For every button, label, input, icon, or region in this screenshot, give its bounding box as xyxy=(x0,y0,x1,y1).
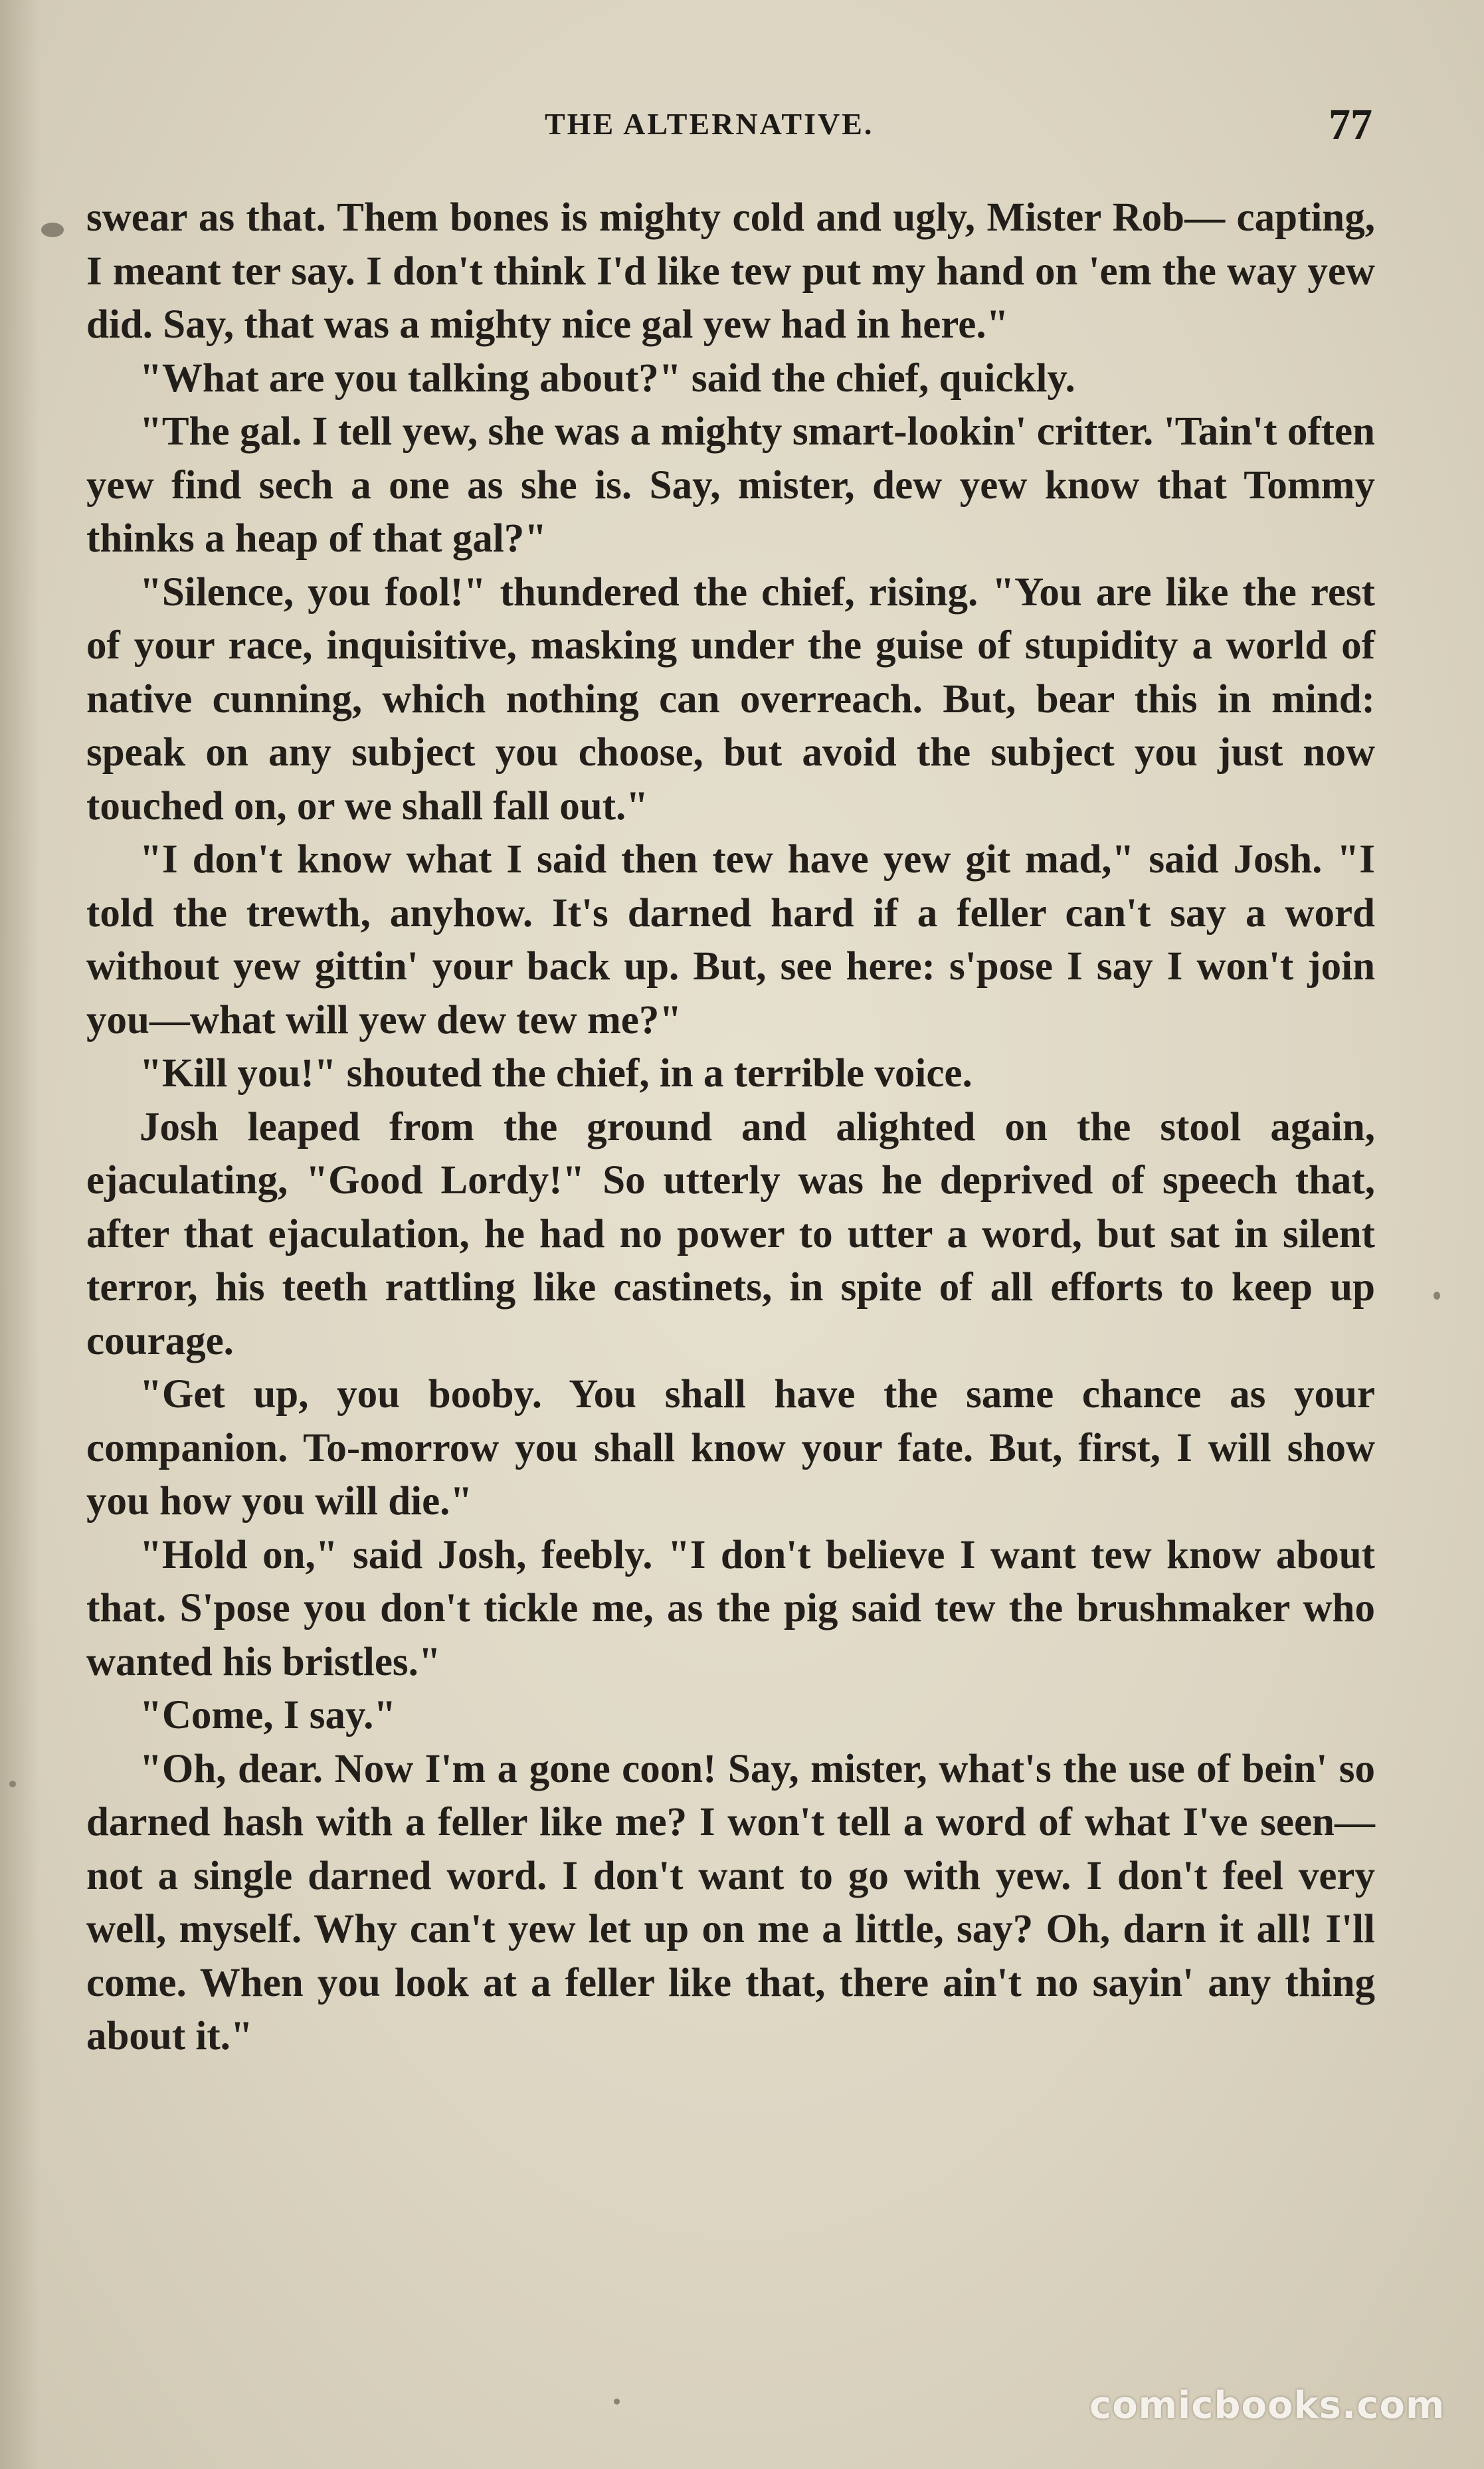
page-header xyxy=(0,100,1484,159)
paragraph: "Come, I say." xyxy=(139,1693,397,1737)
running-head: THE ALTERNATIVE. xyxy=(545,107,874,141)
paragraph: "Kill you!" shouted the chief, in a terrible voice. xyxy=(139,1051,973,1096)
paragraph: Josh leaped from the ground and alighted on the stool again, ejaculating, "Good Lordy!" So utterly was he deprived of speech that, after that ejaculation, he had no power to utter a word, but sat in silent terror, his teeth rattling like castinets, in spite of all efforts to keep up courage. xyxy=(86,1104,1375,1363)
watermark: comicbooks.com xyxy=(1089,2384,1445,2427)
paragraph: "Silence, you fool!" thundered the chief, rising. "You are like the rest of your race, inquisitive, masking under the guise of stupidity a world of native cunning, which nothing can overreach. But, bear this in mind: speak on any subject you choose, but avoid the subject you just now touched on, or we shall fall out." xyxy=(86,569,1375,829)
paragraph: "Get up, you booby. You shall have the same chance as your companion. To-morrow you shall know your fate. But, first, I will show you how you will die." xyxy=(86,1372,1375,1524)
page-number: 77 xyxy=(1329,100,1372,149)
body-text xyxy=(86,191,1375,2064)
paragraph: "The gal. I tell yew, she was a mighty smart-lookin' critter. 'Tain't often yew find sech a one as she is. Say, mister, dew yew know that Tommy thinks a heap of that gal?" xyxy=(86,409,1375,561)
paragraph: "Hold on," said Josh, feebly. "I don't believe I want tew know about that. S'pose you don't tickle me, as the pig said tew the brushmaker who wanted his bristles." xyxy=(86,1532,1375,1684)
paragraph: "What are you talking about?" said the chief, quickly. xyxy=(139,355,1075,401)
ink-speck xyxy=(41,223,64,237)
paragraph: "Oh, dear. Now I'm a gone coon! Say, mister, what's the use of bein' so darned hash with a feller like me? I won't tell a word of what I've seen—not a single darned word. I don't want to go with yew. I don't feel very well, myself. Why can't yew let up on me a little, say? Oh, darn it all! I'll come. When you look at a feller like that, there ain't no sayin' any thing about it." xyxy=(86,1746,1375,2058)
ink-speck xyxy=(1434,1292,1440,1300)
ink-speck xyxy=(614,2399,620,2405)
ink-speck xyxy=(9,1781,16,1787)
page-edge-shadow xyxy=(0,0,40,2469)
paragraph: swear as that. Them bones is mighty cold and ugly, Mister Rob— capting, I meant ter say. I don't think I'd like tew put my hand on 'em the way yew did. Say, that was a mighty nice gal yew had in here." xyxy=(86,195,1375,347)
paragraph: "I don't know what I said then tew have yew git mad," said Josh. "I told the trewth, anyhow. It's darned hard if a feller can't say a word without yew gittin' your back up. But, see here: s'pose I say I won't join you—what will yew dew tew me?" xyxy=(86,837,1375,1042)
